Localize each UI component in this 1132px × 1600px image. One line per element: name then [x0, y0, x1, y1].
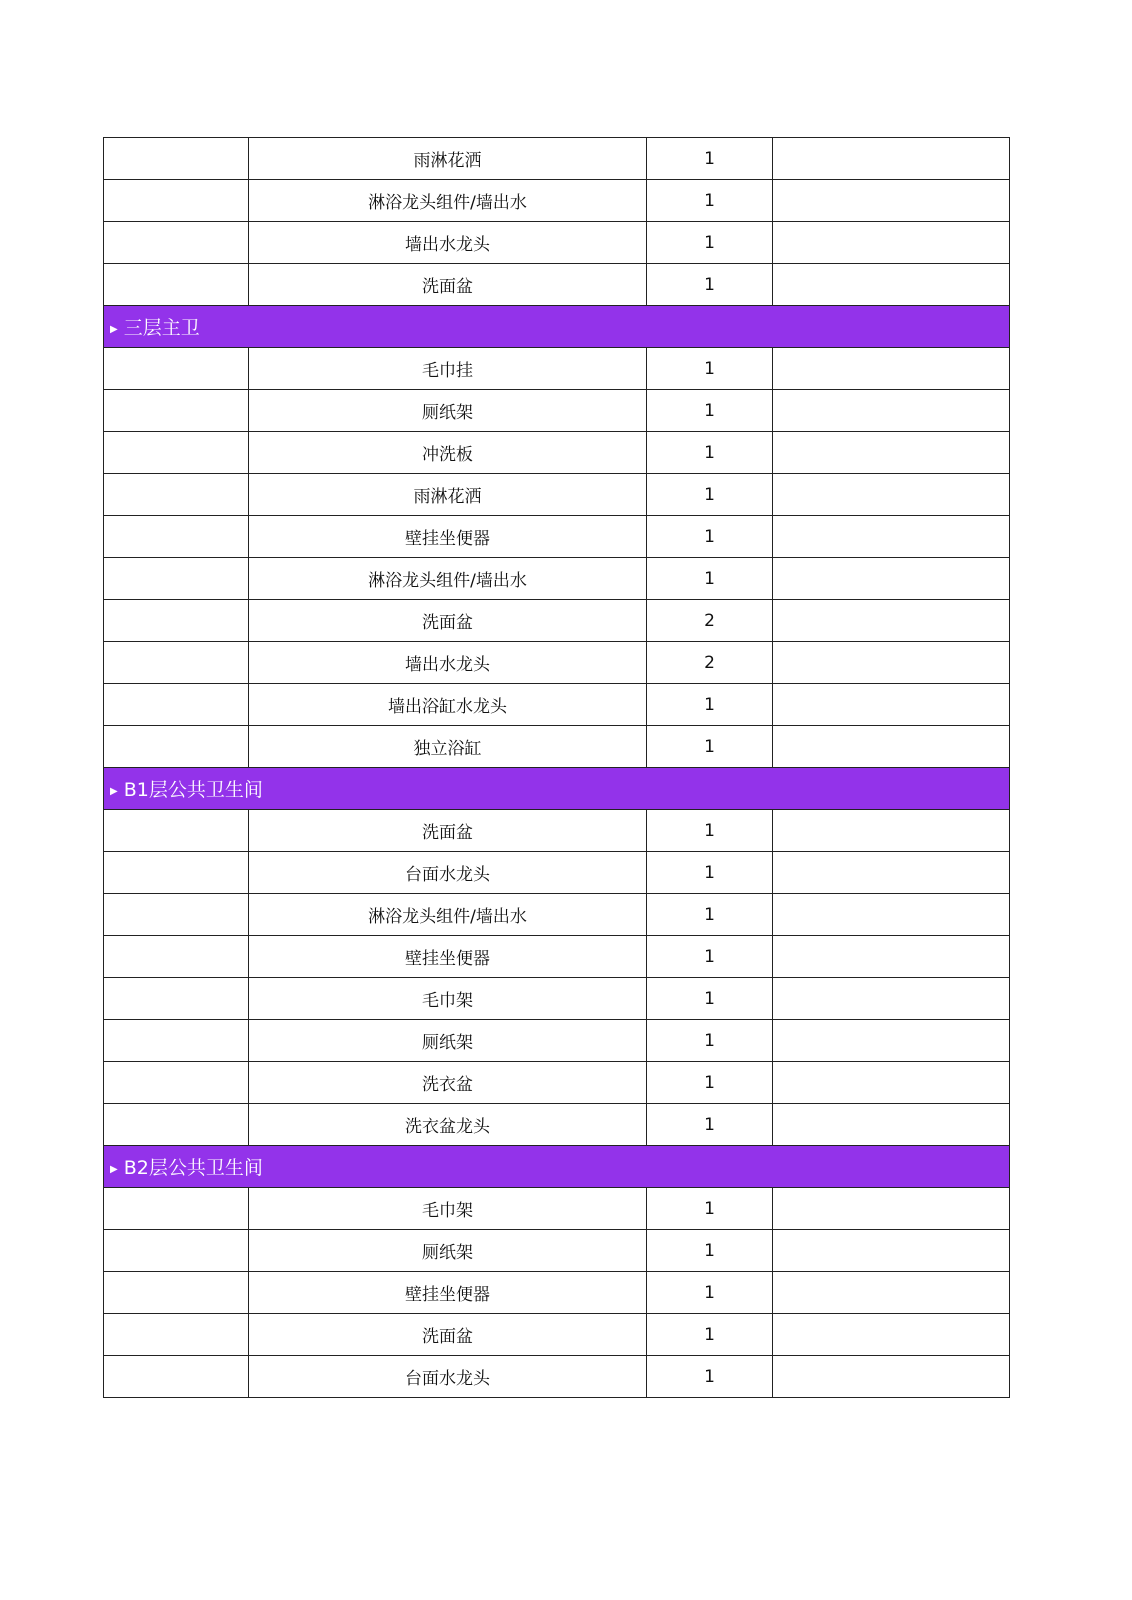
- remarks-cell: [773, 1062, 1010, 1104]
- remarks-cell: [773, 138, 1010, 180]
- section-header-row: [104, 306, 1010, 348]
- item-name-cell: 厕纸架: [249, 1230, 647, 1272]
- row-blank-cell: [104, 1062, 249, 1104]
- row-blank-cell: [104, 1230, 249, 1272]
- item-name-cell: 淋浴龙头组件/墙出水: [249, 894, 647, 936]
- table-row: [104, 264, 1010, 306]
- table-row: [104, 852, 1010, 894]
- table-row: [104, 1188, 1010, 1230]
- remarks-cell: [773, 894, 1010, 936]
- item-name-cell: 台面水龙头: [249, 1356, 647, 1398]
- item-name-cell: 台面水龙头: [249, 852, 647, 894]
- remarks-cell: [773, 474, 1010, 516]
- table-row: [104, 894, 1010, 936]
- quantity-cell: 1: [647, 894, 773, 936]
- item-name-cell: 厕纸架: [249, 1020, 647, 1062]
- table-row: [104, 726, 1010, 768]
- section-title: B1层公共卫生间: [123, 779, 263, 801]
- row-blank-cell: [104, 1356, 249, 1398]
- section-header-cell: [104, 768, 1010, 810]
- quantity-cell: 2: [647, 600, 773, 642]
- row-blank-cell: [104, 390, 249, 432]
- item-name-cell: 壁挂坐便器: [249, 1272, 647, 1314]
- remarks-cell: [773, 726, 1010, 768]
- remarks-cell: [773, 432, 1010, 474]
- remarks-cell: [773, 852, 1010, 894]
- quantity-cell: 1: [647, 180, 773, 222]
- quantity-cell: 1: [647, 138, 773, 180]
- row-blank-cell: [104, 432, 249, 474]
- table-row: [104, 138, 1010, 180]
- table-row: [104, 642, 1010, 684]
- table-row: [104, 1020, 1010, 1062]
- item-name-cell: 墙出水龙头: [249, 222, 647, 264]
- item-name-cell: 冲洗板: [249, 432, 647, 474]
- row-blank-cell: [104, 1020, 249, 1062]
- remarks-cell: [773, 684, 1010, 726]
- item-name-cell: 毛巾架: [249, 1188, 647, 1230]
- item-name-cell: 洗面盆: [249, 600, 647, 642]
- table-row: [104, 1272, 1010, 1314]
- triangle-right-icon: ▶: [110, 324, 118, 335]
- section-title: 三层主卫: [123, 317, 200, 339]
- row-blank-cell: [104, 180, 249, 222]
- table-row: [104, 390, 1010, 432]
- row-blank-cell: [104, 474, 249, 516]
- quantity-cell: 1: [647, 432, 773, 474]
- row-blank-cell: [104, 138, 249, 180]
- table-row: [104, 516, 1010, 558]
- remarks-cell: [773, 222, 1010, 264]
- remarks-cell: [773, 1230, 1010, 1272]
- item-name-cell: 独立浴缸: [249, 726, 647, 768]
- remarks-cell: [773, 1104, 1010, 1146]
- item-name-cell: 毛巾架: [249, 978, 647, 1020]
- table-row: [104, 180, 1010, 222]
- row-blank-cell: [104, 936, 249, 978]
- table-row: [104, 1356, 1010, 1398]
- quantity-cell: 1: [647, 516, 773, 558]
- table-row: [104, 684, 1010, 726]
- row-blank-cell: [104, 852, 249, 894]
- remarks-cell: [773, 642, 1010, 684]
- row-blank-cell: [104, 222, 249, 264]
- remarks-cell: [773, 1272, 1010, 1314]
- quantity-cell: 1: [647, 852, 773, 894]
- triangle-right-icon: ▶: [110, 786, 118, 797]
- remarks-cell: [773, 348, 1010, 390]
- quantity-cell: 1: [647, 1188, 773, 1230]
- table-row: [104, 1314, 1010, 1356]
- remarks-cell: [773, 810, 1010, 852]
- remarks-cell: [773, 264, 1010, 306]
- quantity-cell: 1: [647, 222, 773, 264]
- item-name-cell: 洗面盆: [249, 264, 647, 306]
- remarks-cell: [773, 1314, 1010, 1356]
- item-name-cell: 淋浴龙头组件/墙出水: [249, 180, 647, 222]
- row-blank-cell: [104, 1314, 249, 1356]
- section-header-row: [104, 1146, 1010, 1188]
- item-name-cell: 洗衣盆: [249, 1062, 647, 1104]
- row-blank-cell: [104, 600, 249, 642]
- quantity-cell: 1: [647, 684, 773, 726]
- quantity-cell: 1: [647, 558, 773, 600]
- item-name-cell: 厕纸架: [249, 390, 647, 432]
- remarks-cell: [773, 936, 1010, 978]
- row-blank-cell: [104, 978, 249, 1020]
- remarks-cell: [773, 1356, 1010, 1398]
- row-blank-cell: [104, 516, 249, 558]
- row-blank-cell: [104, 684, 249, 726]
- item-name-cell: 洗衣盆龙头: [249, 1104, 647, 1146]
- table-row: [104, 1062, 1010, 1104]
- item-name-cell: 淋浴龙头组件/墙出水: [249, 558, 647, 600]
- quantity-cell: 1: [647, 1314, 773, 1356]
- table-row: [104, 810, 1010, 852]
- remarks-cell: [773, 978, 1010, 1020]
- table-row: [104, 936, 1010, 978]
- row-blank-cell: [104, 894, 249, 936]
- fixture-table-body: [104, 138, 1010, 1398]
- remarks-cell: [773, 600, 1010, 642]
- quantity-cell: 1: [647, 1020, 773, 1062]
- quantity-cell: 1: [647, 1356, 773, 1398]
- quantity-cell: 1: [647, 264, 773, 306]
- row-blank-cell: [104, 348, 249, 390]
- fixture-table: [103, 137, 1010, 1398]
- quantity-cell: 1: [647, 390, 773, 432]
- quantity-cell: 1: [647, 1230, 773, 1272]
- remarks-cell: [773, 180, 1010, 222]
- table-row: [104, 432, 1010, 474]
- section-title: B2层公共卫生间: [123, 1157, 263, 1179]
- item-name-cell: 墙出浴缸水龙头: [249, 684, 647, 726]
- quantity-cell: 1: [647, 726, 773, 768]
- quantity-cell: 2: [647, 642, 773, 684]
- table-row: [104, 978, 1010, 1020]
- item-name-cell: 壁挂坐便器: [249, 516, 647, 558]
- quantity-cell: 1: [647, 348, 773, 390]
- remarks-cell: [773, 1020, 1010, 1062]
- quantity-cell: 1: [647, 936, 773, 978]
- table-row: [104, 474, 1010, 516]
- row-blank-cell: [104, 1272, 249, 1314]
- quantity-cell: 1: [647, 1272, 773, 1314]
- item-name-cell: 洗面盆: [249, 810, 647, 852]
- row-blank-cell: [104, 726, 249, 768]
- section-header-row: [104, 768, 1010, 810]
- table-row: [104, 222, 1010, 264]
- row-blank-cell: [104, 264, 249, 306]
- item-name-cell: 雨淋花洒: [249, 474, 647, 516]
- row-blank-cell: [104, 810, 249, 852]
- row-blank-cell: [104, 558, 249, 600]
- row-blank-cell: [104, 1188, 249, 1230]
- row-blank-cell: [104, 1104, 249, 1146]
- section-header-cell: [104, 306, 1010, 348]
- row-blank-cell: [104, 642, 249, 684]
- quantity-cell: 1: [647, 810, 773, 852]
- item-name-cell: 毛巾挂: [249, 348, 647, 390]
- table-row: [104, 600, 1010, 642]
- triangle-right-icon: ▶: [110, 1164, 118, 1175]
- section-header-cell: [104, 1146, 1010, 1188]
- item-name-cell: 雨淋花洒: [249, 138, 647, 180]
- quantity-cell: 1: [647, 1062, 773, 1104]
- remarks-cell: [773, 516, 1010, 558]
- item-name-cell: 墙出水龙头: [249, 642, 647, 684]
- table-row: [104, 1104, 1010, 1146]
- quantity-cell: 1: [647, 1104, 773, 1146]
- table-row: [104, 558, 1010, 600]
- item-name-cell: 洗面盆: [249, 1314, 647, 1356]
- item-name-cell: 壁挂坐便器: [249, 936, 647, 978]
- remarks-cell: [773, 1188, 1010, 1230]
- table-row: [104, 348, 1010, 390]
- quantity-cell: 1: [647, 978, 773, 1020]
- table-row: [104, 1230, 1010, 1272]
- remarks-cell: [773, 390, 1010, 432]
- remarks-cell: [773, 558, 1010, 600]
- quantity-cell: 1: [647, 474, 773, 516]
